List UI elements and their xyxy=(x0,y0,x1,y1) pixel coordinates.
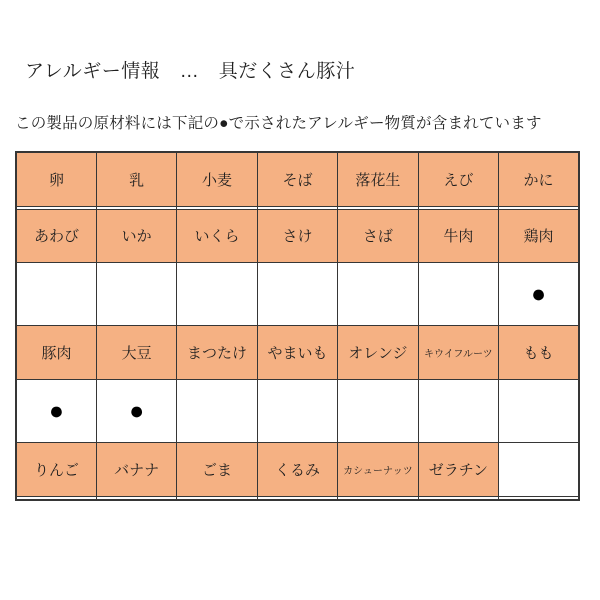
mark-cell-pork-mark: ● xyxy=(16,380,96,443)
allergen-cell-matsutake: まつたけ xyxy=(177,326,257,380)
mark-cell xyxy=(257,380,337,443)
mark-cell xyxy=(96,263,176,326)
allergen-cell-buckwheat: そば xyxy=(257,152,337,207)
allergen-cell-apple: りんご xyxy=(16,443,96,497)
allergen-header-row xyxy=(16,326,579,380)
allergen-cell-kiwi: キウイフルーツ xyxy=(418,326,498,380)
allergen-cell-sesame: ごま xyxy=(177,443,257,497)
page-title: アレルギー情報 … 具だくさん豚汁 xyxy=(25,61,356,82)
mark-cell xyxy=(177,496,257,500)
allergy-table xyxy=(15,151,580,501)
allergen-cell-walnut: くるみ xyxy=(257,443,337,497)
allergen-cell-peanut: 落花生 xyxy=(338,152,418,207)
allergen-cell-yam: やまいも xyxy=(257,326,337,380)
allergen-header-row xyxy=(16,209,579,263)
allergen-cell-cashew: カシューナッツ xyxy=(338,443,418,497)
mark-cell xyxy=(16,496,96,500)
mark-cell xyxy=(499,380,579,443)
mark-cell xyxy=(338,380,418,443)
allergen-cell-milk: 乳 xyxy=(96,152,176,207)
allergen-cell-beef: 牛肉 xyxy=(418,209,498,263)
mark-cell xyxy=(499,496,579,500)
allergen-cell-chicken: 鶏肉 xyxy=(499,209,579,263)
mark-cell xyxy=(418,263,498,326)
mark-cell-chicken-mark: ● xyxy=(499,263,579,326)
allergen-cell-peach: もも xyxy=(499,326,579,380)
allergen-cell-shrimp: えび xyxy=(418,152,498,207)
mark-cell xyxy=(418,380,498,443)
allergen-cell-salmon: さけ xyxy=(257,209,337,263)
allergen-cell-soybean: 大豆 xyxy=(96,326,176,380)
mark-cell xyxy=(257,263,337,326)
allergen-cell-wheat: 小麦 xyxy=(177,152,257,207)
allergen-cell-orange: オレンジ xyxy=(338,326,418,380)
mark-cell xyxy=(338,263,418,326)
allergen-cell-mackerel: さば xyxy=(338,209,418,263)
mark-cell xyxy=(257,496,337,500)
mark-row xyxy=(16,380,579,443)
mark-cell xyxy=(338,496,418,500)
mark-cell xyxy=(96,496,176,500)
mark-cell xyxy=(177,380,257,443)
mark-cell-soybean-mark: ● xyxy=(96,380,176,443)
allergen-cell-empty xyxy=(499,443,579,497)
mark-cell xyxy=(177,263,257,326)
allergen-header-row xyxy=(16,443,579,497)
allergen-cell-crab: かに xyxy=(499,152,579,207)
allergen-cell-abalone: あわび xyxy=(16,209,96,263)
allergen-cell-banana: バナナ xyxy=(96,443,176,497)
allergen-cell-pork: 豚肉 xyxy=(16,326,96,380)
mark-cell xyxy=(16,263,96,326)
allergen-cell-egg: 卵 xyxy=(16,152,96,207)
allergen-cell-gelatin: ゼラチン xyxy=(418,443,498,497)
allergen-cell-squid: いか xyxy=(96,209,176,263)
mark-row xyxy=(16,263,579,326)
allergen-cell-salmon-roe: いくら xyxy=(177,209,257,263)
mark-row xyxy=(16,496,579,500)
allergen-header-row xyxy=(16,152,579,207)
mark-cell xyxy=(418,496,498,500)
allergy-notice-text: この製品の原材料には下記の●で示されたアレルギー物質が含まれています xyxy=(15,115,542,132)
